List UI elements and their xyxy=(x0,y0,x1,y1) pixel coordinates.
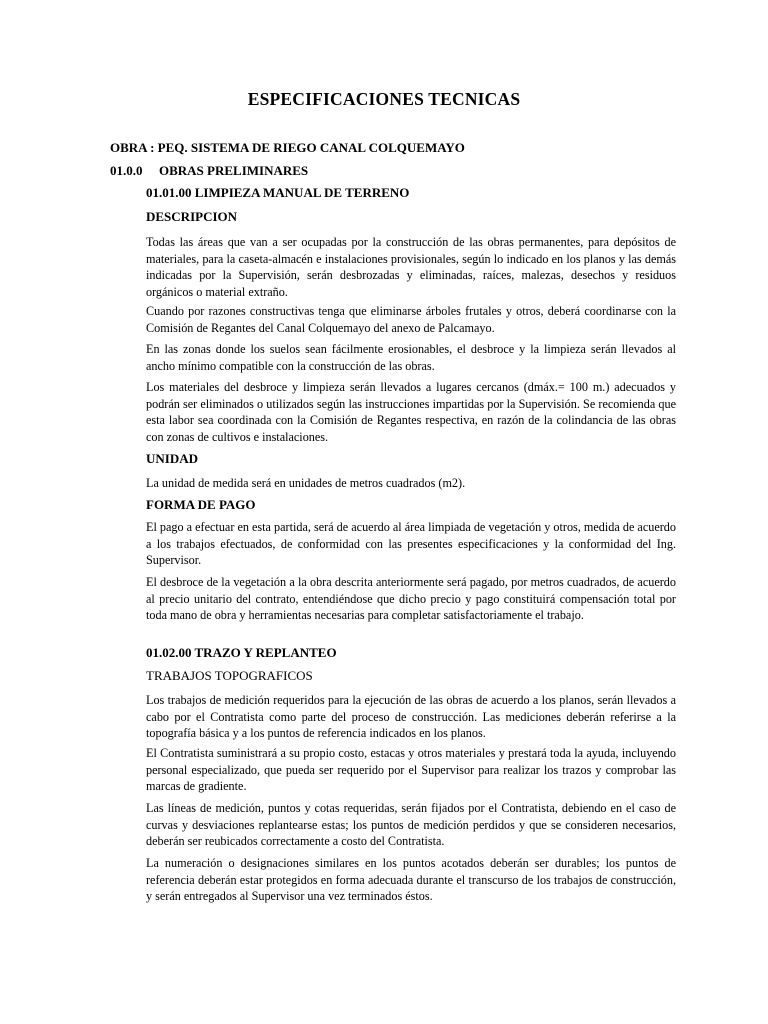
section-heading xyxy=(110,163,308,179)
subsection-2-heading: 01.02.00 TRAZO Y REPLANTEO xyxy=(146,645,337,660)
paragraph-5: La unidad de medida será en unidades de metros cuadrados (m2). xyxy=(146,476,466,490)
section-title: OBRAS PRELIMINARES xyxy=(159,163,309,178)
paragraph-1: Todas las áreas que van a ser ocupadas por la construcción de las obras permanentes, para depósitos de materiales, para la caseta-almacén e instalaciones provisionales, según lo indicado en los planos y las demás indicadas por la Supervisión, serán desbrozadas y eliminadas, raíces, malezas, desechos y residuos orgánicos o material extraño. xyxy=(146,235,676,299)
paragraph-10: Las líneas de medición, puntos y cotas requeridas, serán fijados por el Contratista, debiendo en el caso de curvas y desviaciones replantearse estas; los puntos de medición perdidos y que se consideren necesarios, deberán ser reubicados correctamente a costo del Contratista. xyxy=(146,801,676,849)
paragraph-3: En las zonas donde los suelos sean fácilmente erosionables, el desbroce y la limpieza serán llevados al ancho mínimo compatible con la construcción de las obras. xyxy=(146,342,676,373)
forma-de-pago-heading: FORMA DE PAGO xyxy=(146,497,256,512)
trabajos-topograficos-heading: TRABAJOS TOPOGRAFICOS xyxy=(146,668,313,683)
obra-heading: OBRA : PEQ. SISTEMA DE RIEGO CANAL COLQUEMAYO xyxy=(110,140,465,155)
paragraph-11: La numeración o designaciones similares en los puntos acotados deberán ser durables; los puntos de referencia deberán estar protegidos en forma adecuada durante el transcurso de los trabajos de construcción, y serán entregados al Supervisor una vez terminados éstos. xyxy=(146,856,676,904)
paragraph-7: El desbroce de la vegetación a la obra descrita anteriormente será pagado, por metros cuadrados, de acuerdo al precio unitario del contrato, entendiéndose que dicho precio y pago constituirá compensación total por toda mano de obra y herramientas necesarias para completar satisfactoriamente el trabajo. xyxy=(146,575,676,623)
descripcion-heading: DESCRIPCION xyxy=(146,209,238,224)
document-title: ESPECIFICACIONES TECNICAS xyxy=(247,89,521,109)
paragraph-9: El Contratista suministrará a su propio costo, estacas y otros materiales y prestará toda la ayuda, incluyendo personal especializado, que pueda ser requerido por el Supervisor para realizar los trazos y comprobar las marcas de gradiente. xyxy=(146,746,676,794)
section-code: 01.0.0 xyxy=(110,163,143,178)
subsection-1-heading: 01.01.00 LIMPIEZA MANUAL DE TERRENO xyxy=(146,185,410,200)
paragraph-6: El pago a efectuar en esta partida, será de acuerdo al área limpiada de vegetación y otros, medida de acuerdo a los trabajos efectuados, de conformidad con las presentes especificaciones y la conformidad del Ing. Supervisor. xyxy=(146,520,676,568)
paragraph-2: Cuando por razones constructivas tenga que eliminarse árboles frutales y otros, deberá coordinarse con la Comisión de Regantes del Canal Colquemayo del anexo de Palcamayo. xyxy=(146,304,676,335)
unidad-heading: UNIDAD xyxy=(146,451,198,466)
paragraph-8: Los trabajos de medición requeridos para la ejecución de las obras de acuerdo a los planos, serán llevados a cabo por el Contratista como parte del proceso de construcción. Las mediciones deberán referirse a la topografía básica y a los puntos de referencia indicados en los planos. xyxy=(146,693,676,741)
paragraph-4: Los materiales del desbroce y limpieza serán llevados a lugares cercanos (dmáx.= 100 m.) adecuados y podrán ser eliminados o utilizados según las instrucciones impartidas por la Supervisión. Se recomienda que esta labor sea coordinada con la Comisión de Regantes respectiva, en razón de la colindancia de las obras con zonas de cultivos e instalaciones. xyxy=(146,380,676,444)
